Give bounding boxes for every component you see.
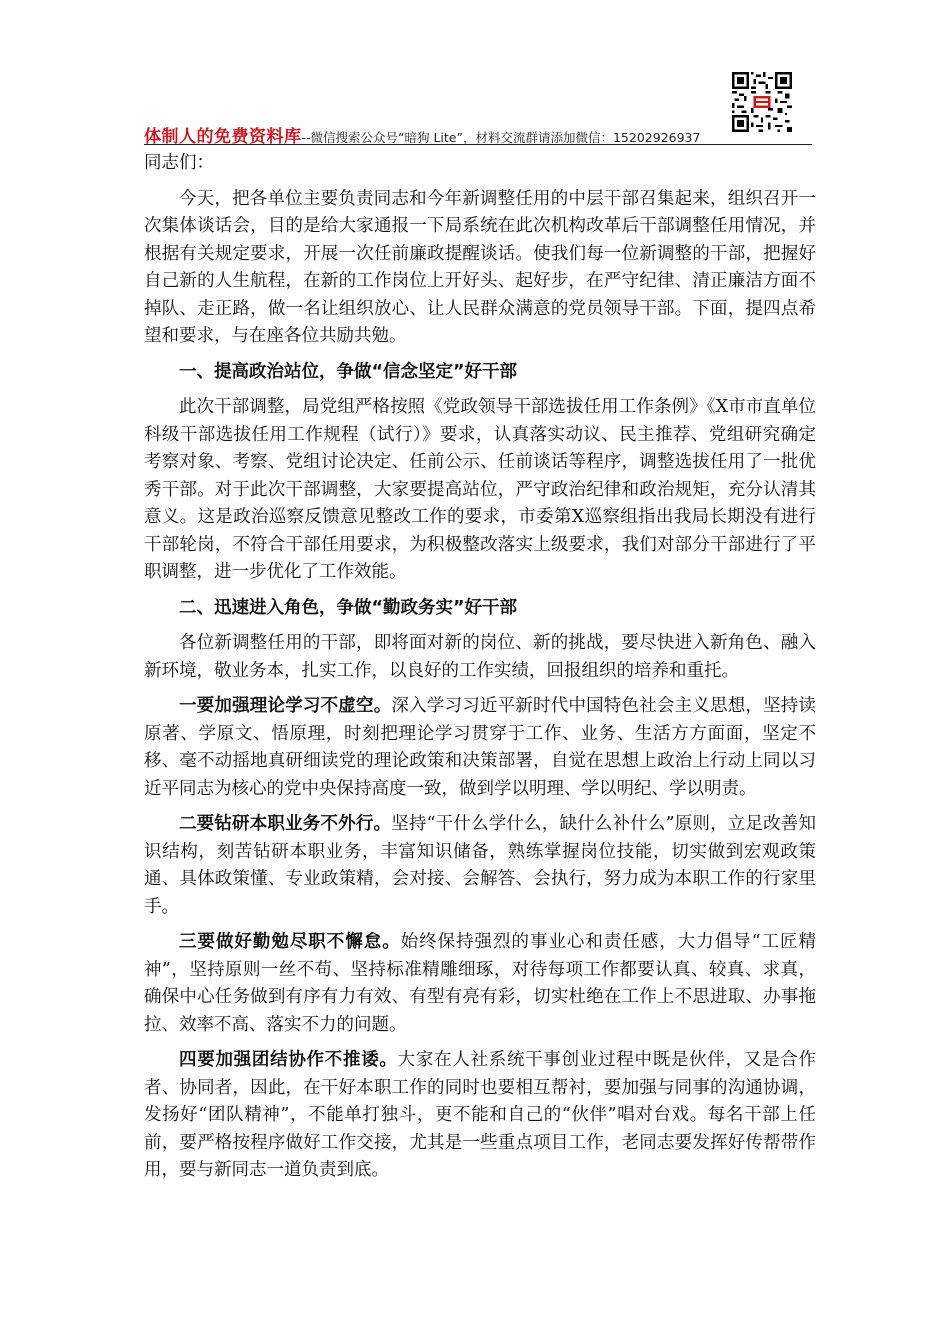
section-1-paragraph: 此次干部调整，局党组严格按照《党政领导干部选拔任用工作条例》《X市市直单位科级干部选拔任用工作规程（试行）》要求，认真落实动议、民主推荐、党组研究确定考察对象、考察、党组讨论决定、任前公示、任前谈话等程序，调整选拔任用了一批优秀干部。对于此次干部调整，大家要提高站位，严守政治纪律和政治规矩，充分认清其意义。这是政治巡察反馈意见整改工作的要求，市委第X巡察组指出我局长期没有进行干部轮岗，不符合干部任用要求，为积极整改落实上级要求，我们对部分干部进行了平职调整，进一步优化了工作效能。 (144, 397, 816, 582)
intro-paragraph: 今天，把各单位主要负责同志和今年新调整任用的中层干部召集起来，组织召开一次集体谈话会，目的是给大家通报一下局系统在此次机构改革后干部调整任用情况，并根据有关规定要求，开展一次任前廉政提醒谈话。使我们每一位新调整的干部，把握好自己新的人生航程，在新的工作岗位上开好头、起好步，在严守纪律、清正廉洁方面不掉队、走正路，做一名让组织放心、让人民群众满意的党员领导干部。下面，提四点希望和要求，与在座各位共励共勉。 (144, 188, 816, 346)
qr-code-icon (732, 72, 792, 132)
point-3-lead: 三要做好勤勉尽职不懈怠。 (179, 932, 401, 952)
point-3-paragraph (144, 929, 816, 1039)
point-1-paragraph (144, 693, 816, 803)
point-4-body: 大家在人社系统干事创业过程中既是伙伴，又是合作者、协同者，因此，在干好本职工作的同时也要相互帮衬，要加强与同事的沟通协调，发扬好“团队精神”，不能单打独斗，更不能和自己的“伙伴”唱对台戏。每名干部上任前，要严格按程序做好工作交接，尤其是一些重点项目工作，老同志要发挥好传帮带作用，要与新同志一道负责到底。 (144, 1050, 817, 1180)
header-divider (144, 144, 812, 145)
section-heading-1: 一、提高政治站位，争做“信念坚定”好干部 (179, 361, 518, 382)
section-2-paragraph: 各位新调整任用的干部，即将面对新的岗位、新的挑战，要尽快进入新角色、融入新环境，敬业务本，扎实工作，以良好的工作实绩，回报组织的培养和重托。 (144, 633, 816, 681)
point-2-paragraph (144, 811, 816, 921)
page-header (144, 72, 812, 146)
point-3-body: 始终保持强烈的事业心和责任感，大力倡导“工匠精神”，坚持原则一丝不苟、坚持标准精雕细琢，对待每项工作都要认真、较真、求真，确保中心任务做到有序有力有效、有型有亮有彩，切实杜绝在工作上不思进取、办事拖拉、效率不高、落实不力的问题。 (144, 932, 817, 1035)
point-4-lead: 四要加强团结协作不推诿。 (179, 1050, 398, 1070)
salutation: 同志们： (144, 153, 214, 173)
brand-title: 体制人的免费资料库 (144, 127, 302, 147)
document-body (144, 150, 816, 1193)
point-1-lead: 一要加强理论学习不虚空。 (179, 696, 392, 716)
header-tagline: --微信搜索公众号“暗狗 Lite”，材料交流群请添加微信：15202926937 (301, 130, 701, 145)
section-heading-2: 二、迅速进入角色，争做“勤政务实”好干部 (179, 597, 518, 618)
point-2-body: 坚持“干什么学什么，缺什么补什么”原则，立足改善知识结构，刻苦钻研本职业务，丰富知识储备，熟练掌握岗位技能，切实做到宏观政策通、具体政策懂、专业政策精，会对接、会解答、会执行，努力成为本职工作的行家里手。 (144, 814, 816, 917)
point-2-lead: 二要钻研本职业务不外行。 (179, 814, 392, 834)
point-4-paragraph (144, 1047, 816, 1185)
point-1-body: 深入学习习近平新时代中国特色社会主义思想，坚持读原著、学原文、悟原理，时刻把理论学习贯穿于工作、业务、生活方方面面，坚定不移、毫不动摇地真研细读党的理论政策和决策部署，自觉在思想上政治上行动上同以习近平同志为核心的党中央保持高度一致，做到学以明理、学以明纪、学以明责。 (144, 696, 817, 799)
